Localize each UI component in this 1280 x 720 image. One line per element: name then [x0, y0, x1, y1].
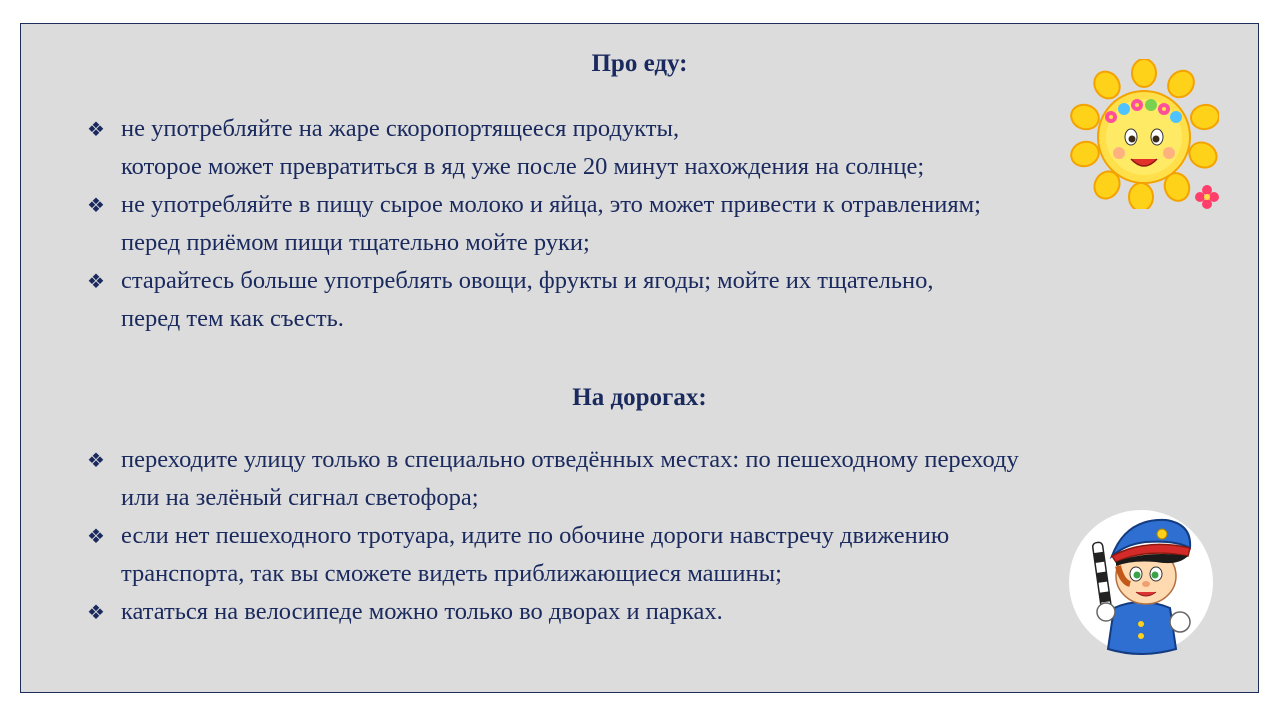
item-line: если нет пешеходного тротуара, идите по обочине дороги навстречу движению [121, 522, 950, 549]
traffic-officer-icon [1066, 504, 1216, 659]
item-line: которое может превратиться в яд уже после 20 минут нахождения на солнце; [121, 153, 925, 180]
list-item [87, 593, 1019, 631]
diamond-bullet-icon: ❖ [87, 600, 105, 624]
item-line: старайтесь больше употреблять овощи, фрукты и ягоды; мойте их тщательно, [121, 267, 934, 294]
item-line: не употребляйте в пищу сырое молоко и яйца, это может привести к отравлениям; [121, 191, 981, 218]
item-line: перед приёмом пищи тщательно мойте руки; [121, 229, 590, 256]
item-line: не употребляйте на жаре скоропортящееся продукты, [121, 115, 680, 142]
item-line: переходите улицу только в специально отведённых местах: по пешеходному переходу [121, 446, 1019, 473]
item-line: или на зелёный сигнал светофора; [121, 484, 479, 511]
heading-roads: На дорогах: [572, 384, 707, 411]
diamond-bullet-icon: ❖ [87, 448, 105, 472]
list-item [87, 517, 1019, 593]
diamond-bullet-icon: ❖ [87, 117, 105, 141]
list-item [87, 186, 981, 262]
diamond-bullet-icon: ❖ [87, 269, 105, 293]
list-item [87, 110, 981, 186]
roads-list [87, 441, 1019, 631]
diamond-bullet-icon: ❖ [87, 524, 105, 548]
heading-food: Про еду: [591, 50, 688, 77]
list-item [87, 262, 981, 338]
diamond-bullet-icon: ❖ [87, 193, 105, 217]
food-list [87, 110, 981, 338]
smiling-sun-icon [1069, 59, 1219, 209]
list-item [87, 441, 1019, 517]
slide [20, 23, 1259, 693]
item-line: транспорта, так вы сможете видеть приближающиеся машины; [121, 560, 782, 587]
item-line: перед тем как съесть. [121, 305, 344, 332]
item-line: кататься на велосипеде можно только во дворах и парках. [121, 598, 723, 625]
